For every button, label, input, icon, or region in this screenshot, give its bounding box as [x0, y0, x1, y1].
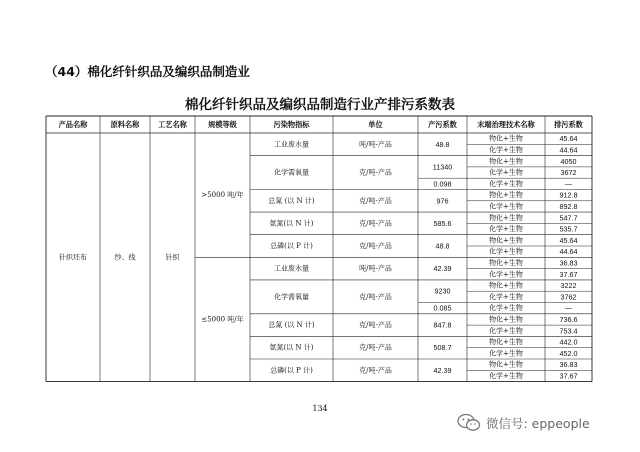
unit-cell: 克/吨-产品 — [359, 242, 392, 250]
header-discharge-coef: 排污系数 — [554, 120, 583, 129]
unit-cell: 克/吨-产品 — [359, 321, 392, 330]
header-pollutant: 污染物指标 — [273, 120, 310, 129]
watermark-text: 微信号: eppeople — [486, 416, 590, 431]
pollutant-name: 总氮 (以 N 计) — [268, 321, 315, 330]
discharge-coef: 535.7 — [559, 224, 578, 234]
scale-label: ≤5000 吨/年 — [201, 315, 244, 324]
discharge-coef: 452.0 — [559, 348, 578, 358]
generation-coef: 0.098 — [433, 179, 452, 189]
treatment-name: 化学+生物 — [489, 247, 523, 256]
discharge-coef: 36.83 — [559, 258, 578, 268]
unit-cell: 克/吨-产品 — [359, 366, 392, 375]
unit-cell: 吨/吨-产品 — [359, 264, 392, 273]
discharge-coef: 442.0 — [559, 337, 578, 347]
discharge-coef: 4050 — [560, 156, 577, 166]
unit-cell: 克/吨-产品 — [359, 343, 392, 352]
treatment-name: 化学+生物 — [489, 270, 523, 279]
product-name: 针织坯布 — [59, 253, 87, 262]
treatment-name: 物化+生物 — [489, 134, 523, 143]
process-name: 针织 — [165, 253, 180, 262]
treatment-name: 物化+生物 — [489, 236, 523, 245]
material-name: 纱、线 — [114, 253, 136, 262]
treatment-name: 化学+生物 — [489, 371, 523, 380]
discharge-coef: 3762 — [560, 292, 577, 302]
header-scale: 规模等级 — [208, 120, 237, 129]
table-title: 棉化纤针织品及编织品制造行业产排污系数表 — [185, 97, 455, 113]
discharge-coef: 44.64 — [559, 247, 578, 257]
header-process: 工艺名称 — [158, 120, 187, 129]
unit-cell: 克/吨-产品 — [359, 219, 392, 228]
treatment-name: 化学+生物 — [489, 225, 523, 234]
generation-coef: 976 — [436, 196, 449, 206]
treatment-name: 化学+生物 — [489, 202, 523, 211]
header-generation-coef: 产污系数 — [428, 120, 457, 129]
pollutant-name: 工业废水量 — [274, 264, 309, 273]
wechat-watermark — [457, 413, 590, 433]
discharge-coef: 3672 — [560, 168, 577, 178]
generation-coef: 48.8 — [435, 139, 450, 149]
generation-coef: 508.7 — [433, 343, 452, 353]
pollutant-name: 氨氮(以 N 计) — [269, 219, 314, 228]
discharge-coef: 753.4 — [559, 326, 578, 336]
discharge-coef: 45.64 — [559, 235, 578, 245]
treatment-name: 化学+生物 — [489, 292, 523, 301]
page-number: 134 — [312, 404, 328, 413]
treatment-name: 化学+生物 — [489, 349, 523, 358]
treatment-name: 物化+生物 — [489, 213, 523, 222]
treatment-name: 物化+生物 — [489, 338, 523, 347]
generation-coef: 42.39 — [433, 365, 452, 375]
header-unit: 单位 — [368, 120, 383, 129]
scale-label: >5000 吨/年 — [201, 191, 244, 200]
discharge-coef: 547.7 — [559, 213, 578, 223]
header-treatment: 末端治理技术名称 — [477, 120, 535, 129]
unit-cell: 克/吨-产品 — [359, 292, 392, 301]
treatment-name: 化学+生物 — [489, 326, 523, 335]
discharge-coef: 892.8 — [559, 201, 578, 211]
generation-coef: 847.8 — [433, 320, 452, 330]
generation-coef: 48.8 — [435, 241, 450, 251]
pollutant-name: 化学需氧量 — [274, 292, 309, 301]
discharge-coef: 3222 — [560, 281, 577, 291]
treatment-name: 化学+生物 — [489, 304, 523, 313]
discharge-coef: 45.64 — [559, 134, 578, 144]
wechat-icon — [457, 413, 481, 433]
header-product: 产品名称 — [58, 120, 88, 129]
treatment-name: 物化+生物 — [489, 191, 523, 200]
pollutant-name: 总磷(以 P 计) — [270, 366, 313, 375]
generation-coef: 0.085 — [433, 303, 452, 313]
pollutant-name: 氨氮(以 N 计) — [269, 343, 314, 352]
discharge-coef: — — [564, 179, 573, 189]
treatment-name: 物化+生物 — [489, 258, 523, 267]
discharge-coef: 37.67 — [559, 269, 578, 279]
discharge-coef: 44.64 — [559, 145, 578, 155]
pollutant-name: 化学需氧量 — [274, 168, 309, 177]
section-heading: （44）棉化纤针织品及编织品制造业 — [45, 64, 250, 79]
discharge-coef: 912.8 — [559, 190, 578, 200]
discharge-coef: — — [564, 303, 573, 313]
treatment-name: 物化+生物 — [489, 157, 523, 166]
treatment-name: 化学+生物 — [489, 168, 523, 177]
unit-cell: 克/吨-产品 — [359, 168, 392, 177]
generation-coef: 11340 — [432, 162, 453, 172]
pollutant-name: 总氮 (以 N 计) — [268, 196, 315, 205]
unit-cell: 吨/吨-产品 — [359, 140, 392, 149]
generation-coef: 585.6 — [433, 218, 452, 228]
unit-cell: 克/吨-产品 — [359, 196, 392, 205]
header-material: 原料名称 — [110, 120, 140, 129]
pollutant-name: 工业废水量 — [274, 140, 309, 149]
discharge-coef: 736.6 — [559, 314, 578, 324]
treatment-name: 化学+生物 — [489, 179, 523, 188]
pollutant-name: 总磷(以 P 计) — [270, 242, 313, 250]
discharge-coef: 36.83 — [559, 360, 578, 370]
treatment-name: 化学+生物 — [489, 145, 523, 154]
treatment-name: 物化+生物 — [489, 281, 523, 290]
treatment-name: 物化+生物 — [489, 315, 523, 324]
discharge-coef: 37.67 — [559, 371, 578, 381]
generation-coef: 9230 — [434, 286, 451, 296]
generation-coef: 42.39 — [433, 264, 452, 274]
treatment-name: 物化+生物 — [489, 360, 523, 369]
